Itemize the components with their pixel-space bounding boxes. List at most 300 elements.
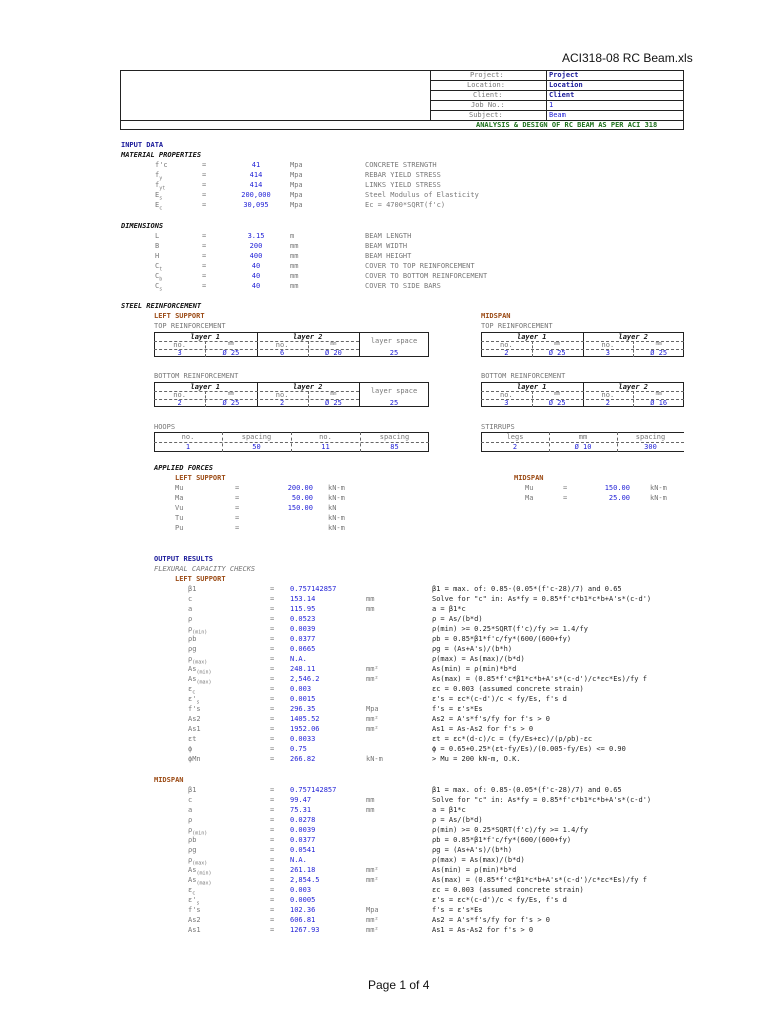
result-formula: Solve for "c" in: As*fy = 0.85*f'c*b1*c*b+A's*(c-d')	[432, 595, 652, 603]
force-unit: kN-m	[328, 484, 345, 492]
result-formula: ρg = (As+A's)/(b*h)	[432, 645, 513, 653]
layer-space-header: layer space	[370, 387, 418, 395]
result-unit: mm	[366, 595, 375, 603]
equals-sign: =	[270, 896, 275, 904]
result-value: 153.14	[290, 595, 316, 603]
layer-1-diameter: Ø 25	[222, 349, 240, 357]
symbol: $\varepsilon_c$	[188, 685, 196, 696]
symbol: $\varepsilon_c$	[188, 886, 196, 897]
result-value: 261.18	[290, 866, 316, 874]
stirrups-header-legs: legs	[506, 433, 524, 441]
symbol: ρg	[188, 846, 197, 854]
symbol: H	[155, 252, 160, 260]
symbol: a	[188, 806, 193, 814]
symbol: $C_b$	[155, 272, 163, 283]
results-midspan: MIDSPAN	[154, 776, 184, 784]
equals-sign: =	[270, 725, 275, 733]
no-header: no.	[275, 341, 289, 349]
equals-sign: =	[270, 906, 275, 914]
result-formula: a = β1*c	[432, 806, 466, 814]
result-value: 0.0015	[290, 695, 316, 703]
subject-label: Subject:	[469, 111, 503, 119]
equals-sign: =	[202, 181, 207, 189]
symbol: $E_c$	[155, 201, 163, 212]
hoops-header-spacing: spacing	[241, 433, 272, 441]
result-value: 1405.52	[290, 715, 320, 723]
equals-sign: =	[270, 605, 275, 613]
result-formula: a = β1*c	[432, 605, 466, 613]
equals-sign: =	[202, 272, 207, 280]
force-unit: kN-m	[328, 514, 345, 522]
description: BEAM LENGTH	[365, 232, 412, 240]
stirrups-legs: 2	[512, 443, 518, 451]
equals-sign: =	[270, 916, 275, 924]
equals-sign: =	[270, 806, 275, 814]
equals-sign: =	[270, 745, 275, 753]
symbol: $As_{(max)}$	[188, 876, 212, 887]
equals-sign: =	[270, 926, 275, 934]
hoops-spacing-2: 85	[390, 443, 399, 451]
result-value: 1267.93	[290, 926, 320, 934]
value: 40	[251, 262, 261, 270]
layer-2-diameter: Ø 20	[324, 349, 342, 357]
stirrups-header-spacing: spacing	[635, 433, 666, 441]
layer-1-diameter: Ø 25	[548, 399, 566, 407]
client-label: Client:	[473, 91, 503, 99]
result-value: N.A.	[290, 655, 307, 663]
description: BEAM WIDTH	[365, 242, 408, 250]
symbol: $f_y$	[155, 171, 163, 182]
result-formula: As1 = As-As2 for f's > 0	[432, 725, 534, 733]
layer-2-count: 6	[280, 349, 285, 357]
layer-1-count: 3	[504, 399, 509, 407]
symbol-subscript: s	[196, 900, 200, 907]
hoops-label: HOOPS	[154, 423, 176, 431]
result-value: 0.757142857	[290, 786, 337, 794]
forces-heading: APPLIED FORCES	[154, 464, 214, 472]
result-formula: As(max) = (0.85*f'c*β1*c*b+A's*(c-d')/c*εc*Es)/fy f	[432, 876, 647, 884]
symbol: $f_{yt}$	[155, 181, 166, 192]
value: 41	[251, 161, 261, 169]
location-label: Location:	[467, 81, 505, 89]
force-value: 50.00	[291, 494, 313, 502]
result-value: 0.0033	[290, 735, 316, 743]
result-value: 0.0665	[290, 645, 316, 653]
result-value: 0.0278	[290, 816, 316, 824]
layer-1-header: layer 1	[190, 383, 220, 391]
result-formula: ε's = εc*(c-d')/c < fy/Es, f's d	[432, 896, 567, 904]
equals-sign: =	[270, 715, 275, 723]
mm-header: mm	[655, 391, 662, 397]
result-value: 0.0377	[290, 635, 316, 643]
unit: mm	[290, 252, 299, 260]
description: COVER TO BOTTOM REINFORCEMENT	[365, 272, 488, 280]
force-unit: kN-m	[650, 484, 667, 492]
symbol: $\rho_{(min)}$	[188, 826, 208, 837]
result-formula: ρ(min) >= 0.25*SQRT(f'c)/fy >= 1.4/fy	[432, 625, 588, 633]
symbol: As1	[188, 926, 201, 934]
layer-1-header: layer 1	[516, 333, 547, 341]
layer-1-header: layer 1	[516, 383, 547, 391]
value: 414	[249, 171, 263, 179]
equals-sign: =	[270, 816, 275, 824]
result-unit: mm²	[366, 725, 379, 733]
result-unit: kN-m	[366, 755, 383, 763]
unit: Mpa	[290, 161, 303, 169]
unit: mm	[290, 282, 299, 290]
description: LINKS YIELD STRESS	[365, 181, 441, 189]
result-unit: mm	[366, 605, 375, 613]
equals-sign: =	[270, 876, 275, 884]
layer-1-count: 2	[177, 399, 182, 407]
symbol: $As_{(max)}$	[188, 675, 212, 686]
symbol-subscript: b	[159, 276, 163, 283]
mm-header: mm	[227, 341, 234, 347]
analysis-banner: ANALYSIS & DESIGN OF RC BEAM AS PER ACI 318	[476, 121, 658, 129]
result-value: 0.75	[290, 745, 307, 753]
mm-header: mm	[655, 341, 662, 347]
result-unit: Mpa	[366, 705, 379, 713]
equals-sign: =	[235, 524, 240, 532]
symbol-subscript: (max)	[192, 659, 208, 666]
result-value: 2,546.2	[290, 675, 320, 683]
unit: Mpa	[290, 171, 303, 179]
value: 30,095	[243, 201, 269, 209]
description: BEAM HEIGHT	[365, 252, 412, 260]
result-value: 0.0039	[290, 826, 316, 834]
symbol: f's	[188, 705, 201, 713]
value: 200,000	[241, 191, 271, 199]
force-value: 150.00	[287, 504, 313, 512]
result-value: 0.0039	[290, 625, 316, 633]
description: REBAR YIELD STRESS	[365, 171, 441, 179]
equals-sign: =	[202, 262, 207, 270]
stirrups-header-mm: mm	[578, 433, 588, 441]
value: 40	[251, 272, 261, 280]
equals-sign: =	[270, 675, 275, 683]
project-label: Project:	[470, 71, 504, 79]
no-header: no.	[173, 341, 186, 349]
result-formula: As2 = A's*f's/fy for f's > 0	[432, 916, 551, 924]
subject-value: Beam	[549, 111, 566, 119]
layer-2-diameter: Ø 16	[650, 399, 668, 407]
symbol: a	[188, 605, 193, 613]
result-formula: As(max) = (0.85*f'c*β1*c*b+A's*(c-d')/c*εc*Es)/fy f	[432, 675, 647, 683]
description: CONCRETE STRENGTH	[365, 161, 437, 169]
equals-sign: =	[270, 846, 275, 854]
equals-sign: =	[270, 695, 275, 703]
equals-sign: =	[270, 755, 275, 763]
force-value: 150.00	[604, 484, 630, 492]
symbol: $As_{(min)}$	[188, 665, 212, 676]
result-formula: As2 = A's*f's/fy for f's > 0	[432, 715, 551, 723]
hoops-no: 1	[185, 443, 191, 451]
hoops-header-spacing-2: spacing	[379, 433, 410, 441]
symbol: ρ	[188, 615, 193, 623]
result-value: 606.81	[290, 916, 316, 924]
unit: m	[290, 232, 295, 240]
equals-sign: =	[270, 786, 275, 794]
force-symbol: Mu	[525, 484, 534, 492]
result-unit: mm²	[366, 665, 379, 673]
unit: Mpa	[290, 201, 303, 209]
force-unit: kN	[328, 504, 337, 512]
layer-2-header: layer 2	[292, 383, 323, 391]
symbol-subscript: yt	[159, 185, 166, 192]
result-unit: Mpa	[366, 906, 379, 914]
mm-header: mm	[554, 391, 561, 397]
symbol: β1	[188, 786, 197, 794]
mm-header: mm	[330, 391, 337, 397]
symbol: $\rho_{(min)}$	[188, 625, 208, 636]
hoops-header-no-2: no.	[319, 433, 332, 441]
equals-sign: =	[202, 232, 207, 240]
result-formula: ρg = (As+A's)/(b*h)	[432, 846, 513, 854]
symbol-subscript: (max)	[196, 880, 212, 887]
steel-heading: STEEL REINFORCEMENT	[121, 302, 202, 310]
page-footer: Page 1 of 4	[368, 978, 430, 992]
mid-bottom-reinf-label: BOTTOM REINFORCEMENT	[481, 372, 566, 380]
unit: Mpa	[290, 191, 303, 199]
description: Steel Modulus of Elasticity	[365, 191, 479, 199]
layer-2-diameter: Ø 25	[324, 399, 342, 407]
symbol: $\rho_{(max)}$	[188, 655, 208, 666]
equals-sign: =	[270, 886, 275, 894]
mm-header: mm	[330, 341, 337, 347]
symbol-subscript: (min)	[192, 629, 208, 636]
result-formula: As1 = As-As2 for f's > 0	[432, 926, 534, 934]
header-divider-2	[546, 70, 547, 120]
symbol: $As_{(min)}$	[188, 866, 212, 877]
value: 414	[249, 181, 263, 189]
left-bottom-reinf-label: BOTTOM REINFORCEMENT	[154, 372, 239, 380]
layer-space-value: 25	[389, 399, 399, 407]
symbol: f's	[188, 906, 201, 914]
force-symbol: Mu	[175, 484, 184, 492]
result-unit: mm²	[366, 675, 379, 683]
location-value: Location	[549, 81, 583, 89]
symbol-subscript: y	[159, 175, 163, 182]
result-formula: β1 = max. of: 0.85-(0.05*(f'c-28)/7) and 0.65	[432, 585, 622, 593]
equals-sign: =	[270, 585, 275, 593]
symbol: As1	[188, 725, 201, 733]
hoops-header-no: no.	[181, 433, 195, 441]
result-formula: f's = ε's*Es	[432, 906, 483, 914]
stirrups-label: STIRRUPS	[481, 423, 515, 431]
force-symbol: Pu	[175, 524, 184, 532]
left-support-label: LEFT SUPPORT	[154, 312, 205, 320]
layer-2-diameter: Ø 25	[650, 349, 668, 357]
unit: mm	[290, 262, 299, 270]
result-unit: mm²	[366, 866, 379, 874]
equals-sign: =	[270, 665, 275, 673]
stirrups-mm: Ø 10	[574, 443, 592, 451]
description: Ec = 4700*SQRT(f'c)	[365, 201, 446, 209]
project-value: Project	[549, 71, 579, 79]
file-title: ACI318-08 RC Beam.xls	[562, 51, 693, 65]
symbol: B	[155, 242, 160, 250]
symbol: $\rho_{(max)}$	[188, 856, 208, 867]
symbol-subscript: c	[192, 890, 196, 897]
equals-sign: =	[202, 191, 207, 199]
layer-1-diameter: Ø 25	[222, 399, 240, 407]
symbol-subscript: (max)	[196, 679, 212, 686]
hoops-spacing: 50	[252, 443, 261, 451]
layer-2-count: 2	[605, 399, 610, 407]
result-formula: ρb = 0.85*β1*f'c/fy*(600/(600+fy)	[432, 836, 572, 844]
equals-sign: =	[235, 494, 240, 502]
result-unit: mm²	[366, 916, 379, 924]
symbol: ρb	[188, 836, 197, 844]
symbol-subscript: c	[192, 689, 196, 696]
equals-sign: =	[270, 685, 275, 693]
equals-sign: =	[270, 635, 275, 643]
force-value: 25.00	[608, 494, 630, 502]
layer-1-count: 3	[177, 349, 182, 357]
description: COVER TO TOP REINFORCEMENT	[365, 262, 475, 270]
layer-2-header: layer 2	[292, 333, 323, 341]
header-divider	[430, 70, 431, 120]
equals-sign: =	[270, 836, 275, 844]
job-value: 1	[549, 101, 554, 109]
equals-sign: =	[270, 705, 275, 713]
mid-top-reinf-label: TOP REINFORCEMENT	[481, 322, 553, 330]
mm-header: mm	[227, 391, 234, 397]
stirrups-spacing: 300	[644, 443, 657, 451]
unit: mm	[290, 242, 299, 250]
symbol: L	[155, 232, 160, 240]
layer-2-count: 3	[605, 349, 610, 357]
result-formula: εc = 0.003 (assumed concrete strain)	[432, 685, 584, 693]
header-row-line	[430, 100, 684, 101]
result-value: 1952.06	[290, 725, 320, 733]
equals-sign: =	[202, 242, 207, 250]
symbol: As2	[188, 916, 201, 924]
layer-2-count: 2	[280, 399, 285, 407]
equals-sign: =	[270, 856, 275, 864]
symbol: εt	[188, 735, 197, 743]
layer-1-diameter: Ø 25	[548, 349, 566, 357]
flexural-heading: FLEXURAL CAPACITY CHECKS	[154, 565, 256, 573]
symbol-subscript: (min)	[196, 669, 212, 676]
result-value: 0.0523	[290, 615, 316, 623]
symbol: ϕMn	[188, 755, 201, 763]
symbol: ρb	[188, 635, 197, 643]
result-value: 0.0005	[290, 896, 316, 904]
result-value: 248.11	[290, 665, 316, 673]
equals-sign: =	[270, 826, 275, 834]
midspan-label: MIDSPAN	[481, 312, 511, 320]
result-value: 266.82	[290, 755, 316, 763]
symbol: $\varepsilon'_s$	[188, 695, 200, 706]
symbol-subscript: (min)	[196, 870, 212, 877]
force-unit: kN-m	[328, 494, 345, 502]
result-formula: ρ(min) >= 0.25*SQRT(f'c)/fy >= 1.4/fy	[432, 826, 588, 834]
equals-sign: =	[270, 796, 275, 804]
result-value: 115.95	[290, 605, 316, 613]
symbol-subscript: s	[159, 286, 163, 293]
value: 3.15	[247, 232, 265, 240]
symbol: ϕ	[188, 745, 193, 753]
output-heading: OUTPUT RESULTS	[154, 555, 214, 563]
force-symbol: Tu	[175, 514, 184, 522]
equals-sign: =	[270, 645, 275, 653]
result-value: 0.003	[290, 685, 312, 693]
force-symbol: Vu	[175, 504, 184, 512]
no-header: no.	[601, 341, 615, 349]
result-value: 99.47	[290, 796, 312, 804]
result-unit: mm²	[366, 715, 379, 723]
result-formula: Solve for "c" in: As*fy = 0.85*f'c*b1*c*b+A's*(c-d')	[432, 796, 652, 804]
equals-sign: =	[270, 595, 275, 603]
equals-sign: =	[563, 484, 568, 492]
symbol-subscript: (max)	[192, 860, 208, 867]
equals-sign: =	[202, 252, 207, 260]
equals-sign: =	[202, 282, 207, 290]
result-value: 2,854.5	[290, 876, 320, 884]
result-formula: ρ = As/(b*d)	[432, 816, 483, 824]
material-heading: MATERIAL PROPERTIES	[121, 151, 202, 159]
equals-sign: =	[270, 735, 275, 743]
layer-2-header: layer 2	[618, 333, 648, 341]
no-header: no.	[173, 391, 186, 399]
symbol-subscript: c	[159, 205, 163, 212]
force-symbol: Ma	[525, 494, 534, 502]
result-value: 102.36	[290, 906, 316, 914]
value: 400	[249, 252, 263, 260]
force-unit: kN-m	[328, 524, 345, 532]
unit: Mpa	[290, 181, 303, 189]
equals-sign: =	[270, 866, 275, 874]
result-formula: εt = εc*(d-c)/c = (fy/Es+εc)/(ρ/ρb)-εc	[432, 735, 593, 743]
value: 200	[249, 242, 263, 250]
symbol: $C_t$	[155, 262, 163, 273]
result-formula: ρ(max) = As(max)/(b*d)	[432, 856, 525, 864]
no-header: no.	[275, 391, 289, 399]
input-data-heading: INPUT DATA	[121, 141, 164, 149]
result-formula: ρb = 0.85*β1*f'c/fy*(600/(600+fy)	[432, 635, 572, 643]
equals-sign: =	[270, 615, 275, 623]
result-formula: β1 = max. of: 0.85-(0.05*(f'c-28)/7) and 0.65	[432, 786, 622, 794]
symbol-subscript: s	[196, 699, 200, 706]
symbol: ρg	[188, 645, 197, 653]
force-value: 200.00	[287, 484, 313, 492]
result-formula: > Mu = 200 kN-m, O.K.	[432, 755, 521, 763]
job-label: Job No.:	[471, 101, 505, 109]
result-value: 296.35	[290, 705, 316, 713]
forces-left-support: LEFT SUPPORT	[175, 474, 226, 482]
symbol: c	[188, 796, 193, 804]
left-top-reinf-label: TOP REINFORCEMENT	[154, 322, 226, 330]
result-formula: f's = ε's*Es	[432, 705, 483, 713]
no-header: no.	[601, 391, 615, 399]
client-value: Client	[549, 91, 575, 99]
layer-1-count: 2	[504, 349, 509, 357]
symbol: $\varepsilon'_s$	[188, 896, 200, 907]
equals-sign: =	[235, 514, 240, 522]
equals-sign: =	[202, 161, 207, 169]
symbol-subscript: t	[159, 266, 163, 273]
force-symbol: Ma	[175, 494, 184, 502]
value: 40	[251, 282, 261, 290]
equals-sign: =	[202, 171, 207, 179]
equals-sign: =	[235, 504, 240, 512]
symbol-subscript: (min)	[192, 830, 208, 837]
result-value: 0.0541	[290, 846, 316, 854]
results-left-support: LEFT SUPPORT	[175, 575, 226, 583]
result-value: 0.003	[290, 886, 312, 894]
unit: mm	[290, 272, 299, 280]
